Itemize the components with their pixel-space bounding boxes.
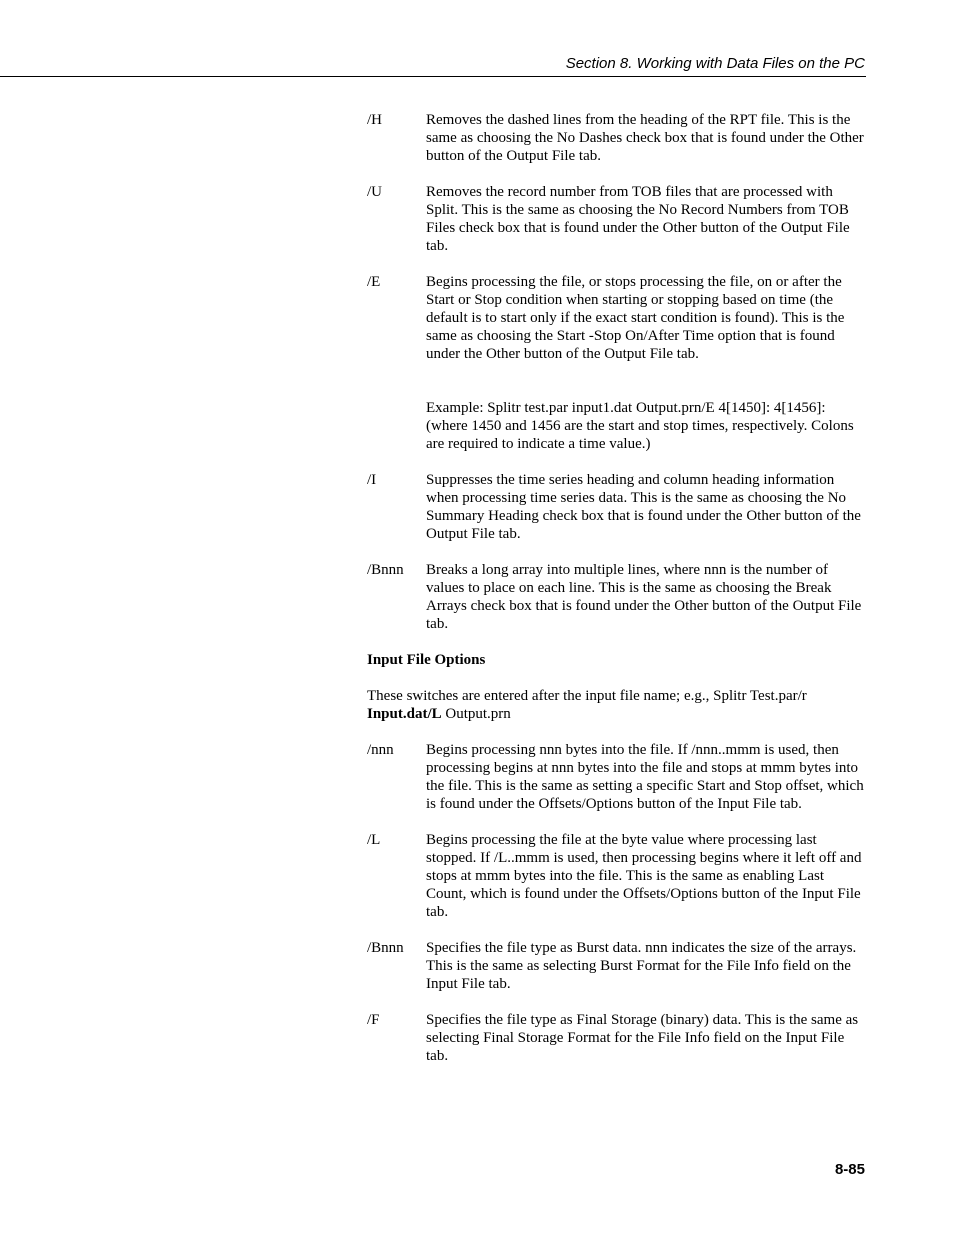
switch-code: /nnn xyxy=(367,742,394,758)
page-number: 8-85 xyxy=(834,1161,865,1178)
switch-description: Suppresses the time series heading and column heading information when processing time series data. This is the same as choosing the No Summary Heading check box that is found under the Other button of the Output File tab. xyxy=(426,472,861,542)
section-heading: Input File Options xyxy=(367,652,486,668)
intro-text: These switches are entered after the input file name; e.g., Splitr Test.par/r xyxy=(367,688,807,704)
switch-entry-bnnn xyxy=(367,561,867,633)
switch-entry-f xyxy=(367,1011,867,1065)
switch-code: /Bnnn xyxy=(367,562,404,578)
switch-entry-nnn xyxy=(367,741,867,813)
switch-code: /U xyxy=(367,184,382,200)
intro-tail: Output.prn xyxy=(441,706,511,722)
switch-code: /H xyxy=(367,112,382,128)
input-options-intro xyxy=(367,687,867,723)
switch-entry-u xyxy=(367,183,867,255)
switch-code: /L xyxy=(367,832,381,848)
switch-description: Specifies the file type as Final Storage (binary) data. This is the same as selecting Final Storage Format for the File Info field on the Input File tab. xyxy=(426,1012,859,1064)
switch-entry-e xyxy=(367,273,867,363)
example-text: Example: Splitr test.par input1.dat Output.prn/E 4[1450]: 4[1456]: (where 1450 and 1456 are the start and stop times, respectively. Colons are required to indicate a time value.) xyxy=(426,400,854,452)
page-body xyxy=(367,111,867,1083)
switch-description: Breaks a long array into multiple lines, where nnn is the number of values to place on each line. This is the same as choosing the Break Arrays check box that is found under the Other button of the Output File tab. xyxy=(426,562,862,632)
switch-code: /I xyxy=(367,472,377,488)
switch-description: Specifies the file type as Burst data. nnn indicates the size of the arrays. This is the same as selecting Burst Format for the File Info field on the Input File tab. xyxy=(426,940,857,992)
switch-code: /Bnnn xyxy=(367,940,404,956)
switch-description: Begins processing the file at the byte value where processing last stopped. If /L..mmm is used, then processing begins where it left off and stops at mmm bytes into the file. This is the same as enabling Last Count, which is found under the Offsets/Options button of the Input File tab. xyxy=(426,832,862,920)
header-rule xyxy=(0,76,866,77)
switch-entry-l xyxy=(367,831,867,921)
running-header: Section 8. Working with Data Files on the PC xyxy=(565,55,865,72)
intro-bold: Input.dat/L xyxy=(367,706,442,722)
switch-description: Begins processing nnn bytes into the file. If /nnn..mmm is used, then processing begins at nnn bytes into the file and stops at mmm bytes into the file. This is the same as setting a specific Start and Stop offset, which is found under the Offsets/Options button of the Input File tab. xyxy=(426,742,864,812)
switch-code: /F xyxy=(367,1012,380,1028)
switch-code: /E xyxy=(367,274,381,290)
switch-description: Removes the dashed lines from the heading of the RPT file. This is the same as choosing the No Dashes check box that is found under the Other button of the Output File tab. xyxy=(426,112,864,164)
switch-entry-burst xyxy=(367,939,867,993)
switch-description: Begins processing the file, or stops processing the file, on or after the Start or Stop condition when starting or stopping based on time (the default is to start only if the exact start condition is found). This is the same as choosing the Start -Stop On/After Time option that is found under the Other button of the Output File tab. xyxy=(426,274,845,362)
switch-description: Removes the record number from TOB files that are processed with Split. This is the same as choosing the No Record Numbers from TOB Files check box that is found under the Other button of the Output File tab. xyxy=(426,184,850,254)
switch-entry-h xyxy=(367,111,867,165)
switch-entry-i xyxy=(367,471,867,543)
